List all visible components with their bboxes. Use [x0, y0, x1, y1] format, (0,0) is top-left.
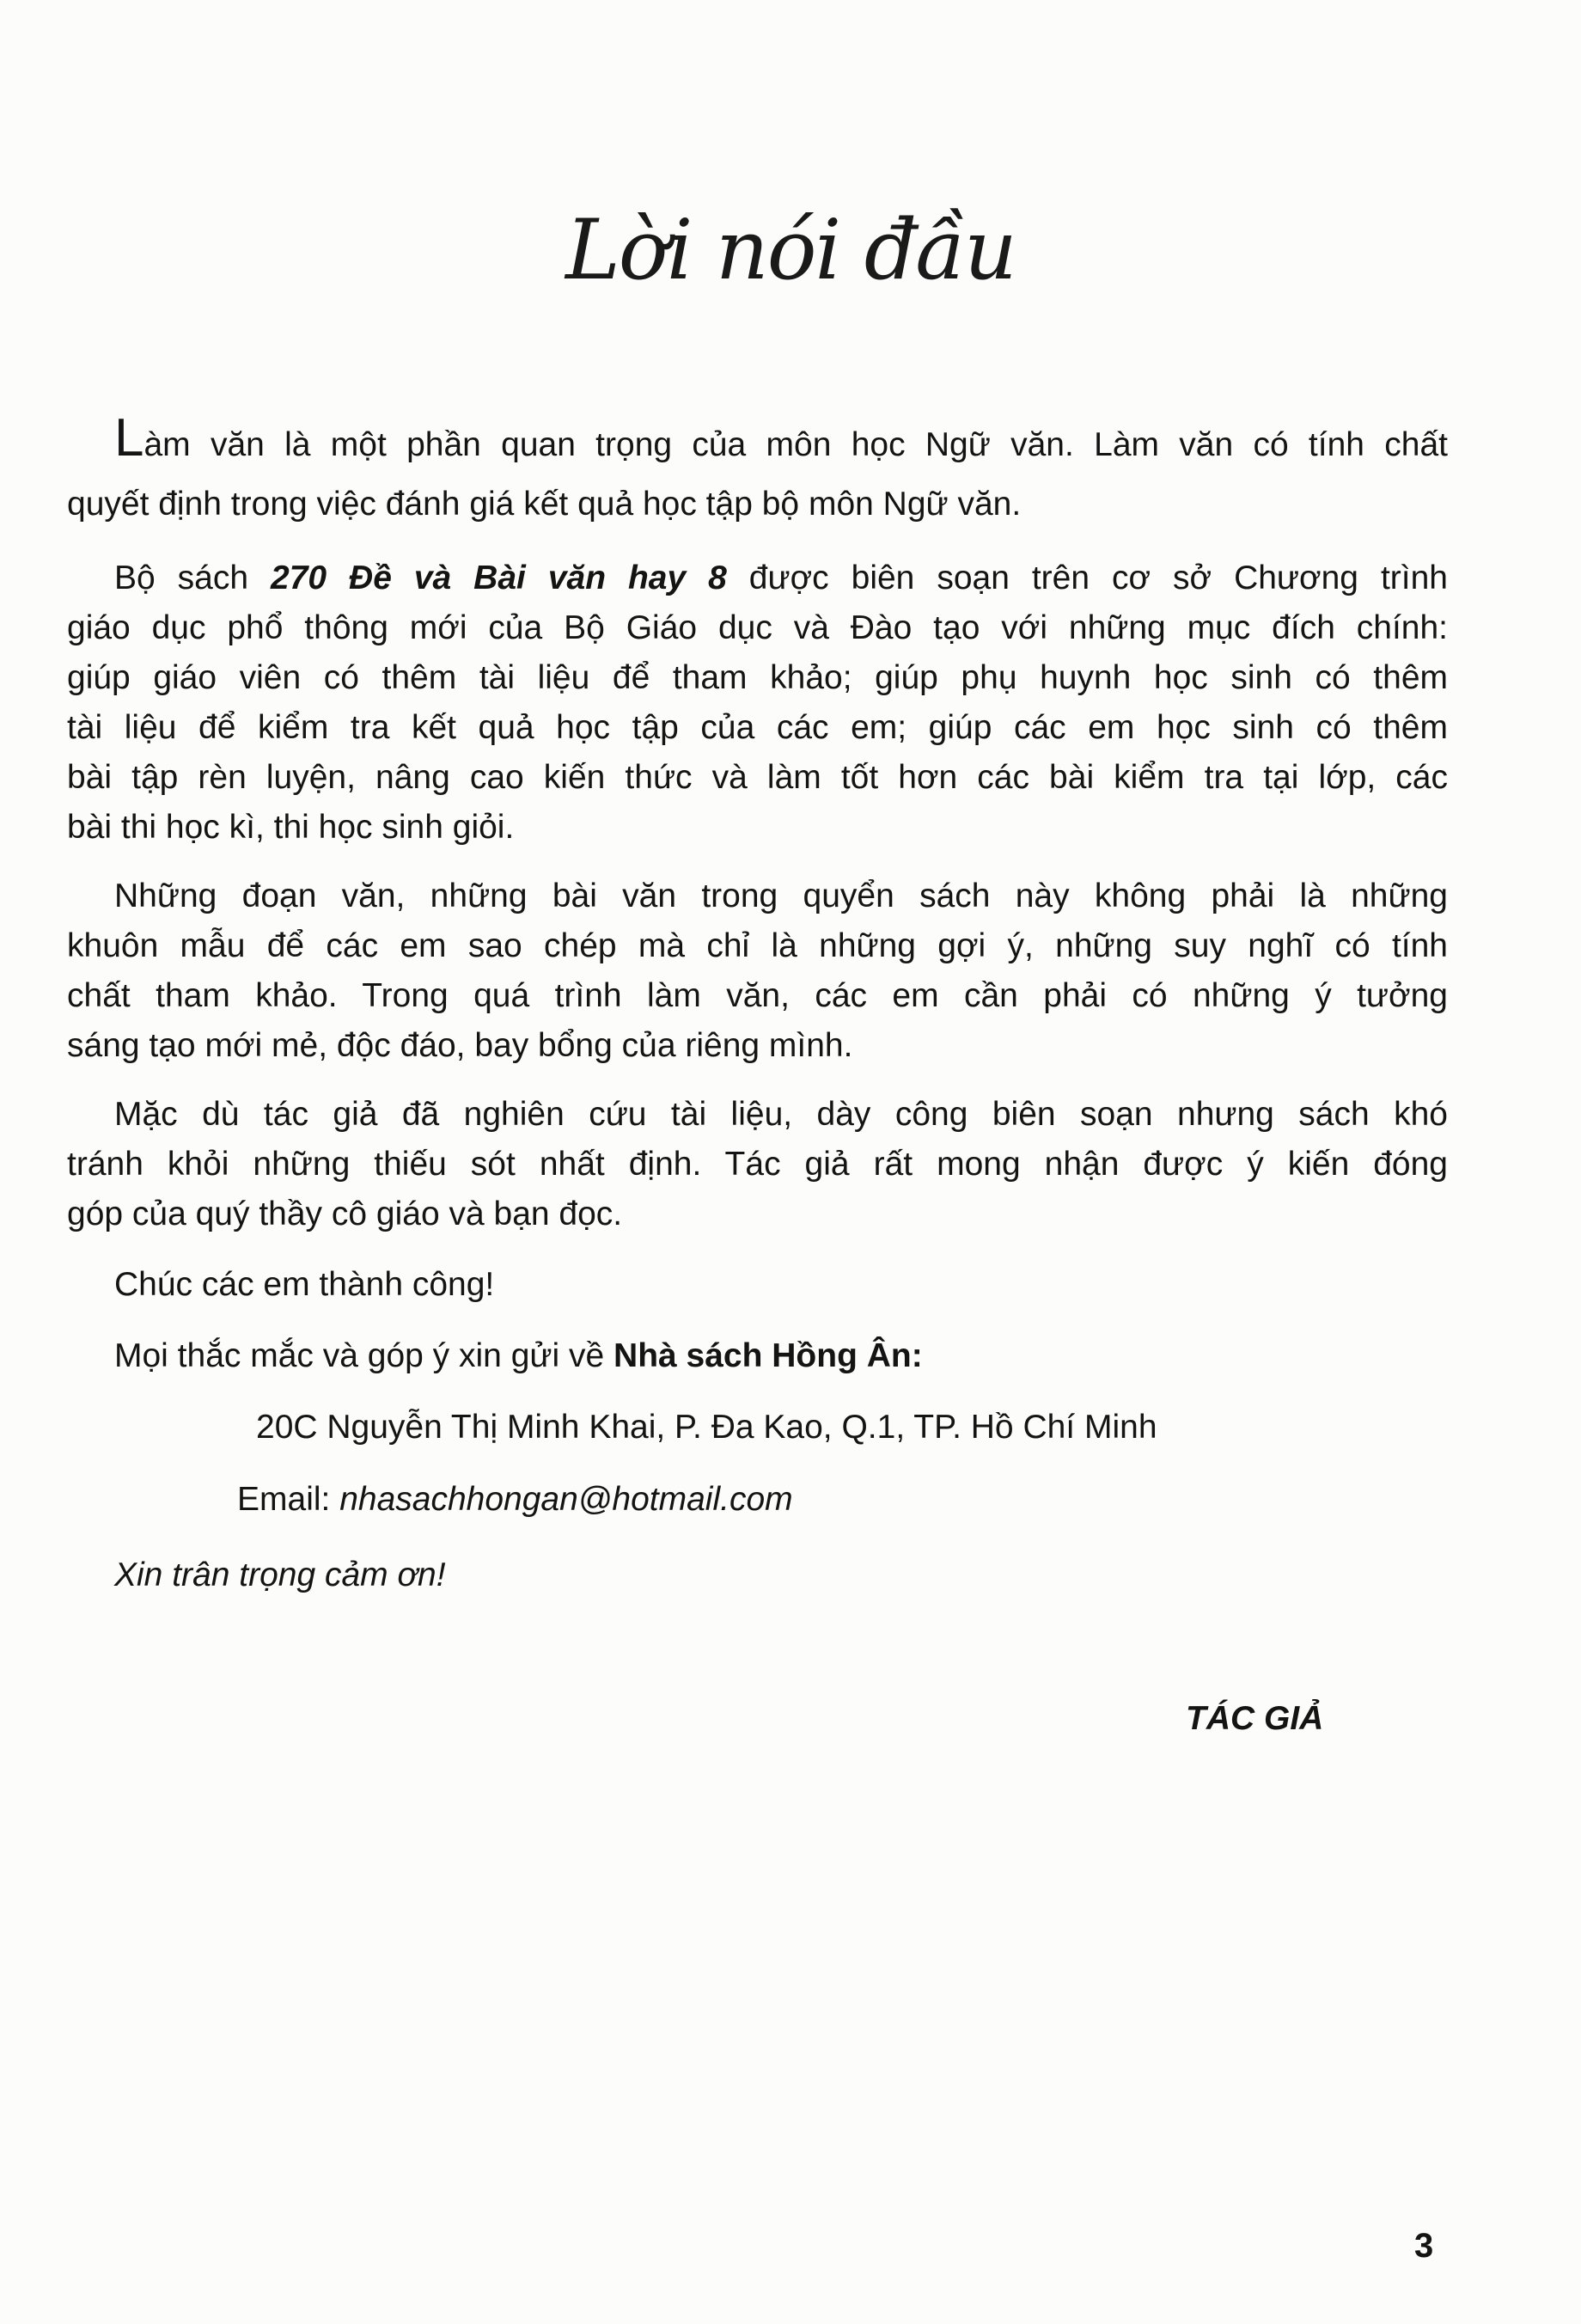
closing-wish: Chúc các em thành công! — [114, 1266, 495, 1303]
paragraph-intro — [67, 408, 1448, 534]
paragraph-line: tránh khỏi những thiếu sót nhất định. Tác giả rất mong nhận được ý kiến đóng — [67, 1146, 1448, 1183]
contact-line — [114, 1331, 923, 1381]
paragraph-line: quyết định trong việc đánh giá kết quả học tập bộ môn Ngữ văn. — [67, 486, 1022, 523]
line-text: được biên soạn trên cơ sở Chương trình — [726, 560, 1448, 596]
email-link[interactable]: nhasachhongan@hotmail.com — [339, 1481, 793, 1518]
contact-colon: : — [911, 1337, 923, 1374]
page-title: Lời nói đầu — [565, 202, 1016, 298]
paragraph-line: chất tham khảo. Trong quá trình làm văn, các em cần phải có những ý tưởng — [67, 977, 1448, 1014]
line-text: àm văn là một phần quan trọng của môn học Ngữ văn. Làm văn có tính chất — [143, 426, 1448, 463]
paragraph-feedback — [67, 1090, 1448, 1239]
paragraph-line: khuôn mẫu để các em sao chép mà chỉ là những gợi ý, những suy nghĩ có tính — [67, 927, 1448, 964]
publisher-name: Nhà sách Hồng Ân — [613, 1337, 912, 1374]
paragraph-book-purpose — [67, 553, 1448, 853]
author-signature: TÁC GIẢ — [1186, 1700, 1324, 1737]
contact-text: Mọi thắc mắc và góp ý xin gửi về — [114, 1337, 614, 1374]
thanks-line: Xin trân trọng cảm ơn! — [114, 1556, 446, 1593]
paragraph-line: góp của quý thầy cô giáo và bạn đọc. — [67, 1196, 623, 1232]
paragraph-line: giáo dục phổ thông mới của Bộ Giáo dục và Đào tạo với những mục đích chính: — [67, 609, 1448, 646]
paragraph-line: Mặc dù tác giả đã nghiên cứu tài liệu, dày công biên soạn nhưng sách khó — [114, 1096, 1448, 1133]
paragraph-line: bài tập rèn luyện, nâng cao kiến thức và làm tốt hơn các bài kiểm tra tại lớp, các — [67, 759, 1448, 796]
paragraph-line: Những đoạn văn, những bài văn trong quyển sách này không phải là những — [114, 878, 1448, 914]
paragraph-line: tài liệu để kiểm tra kết quả học tập của các em; giúp các em học sinh có thêm — [67, 709, 1448, 746]
paragraph-line: bài thi học kì, thi học sinh giỏi. — [67, 809, 515, 846]
email-line — [237, 1475, 793, 1525]
publisher-address: 20C Nguyễn Thị Minh Khai, P. Đa Kao, Q.1, TP. Hồ Chí Minh — [256, 1409, 1157, 1446]
line-text: Bộ sách — [114, 560, 271, 596]
paragraph-line: sáng tạo mới mẻ, độc đáo, bay bổng của riêng mình. — [67, 1027, 853, 1064]
email-label: Email: — [237, 1481, 340, 1518]
paragraph-line: giúp giáo viên có thêm tài liệu để tham khảo; giúp phụ huynh học sinh có thêm — [67, 659, 1448, 696]
book-title: 270 Đề và Bài văn hay 8 — [271, 560, 727, 596]
paragraph-line — [67, 408, 1448, 474]
page-number: 3 — [1414, 2227, 1434, 2265]
paragraph-guidance — [67, 872, 1448, 1071]
drop-cap: L — [114, 408, 144, 468]
paragraph-line — [67, 553, 1448, 603]
